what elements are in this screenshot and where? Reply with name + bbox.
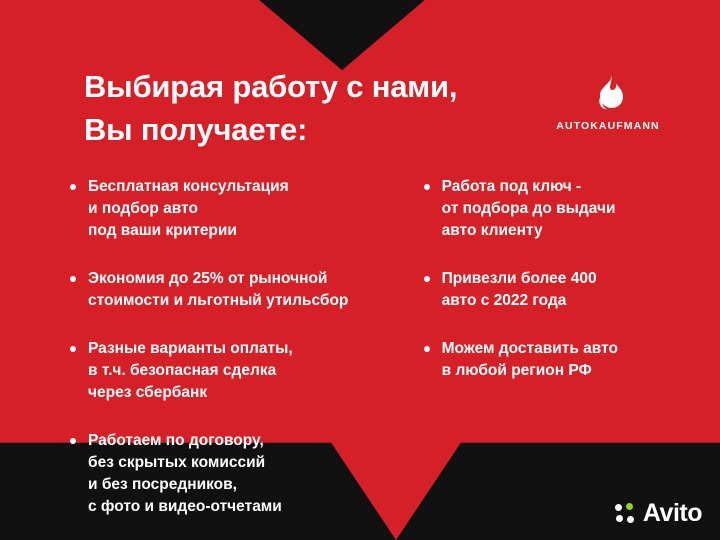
- bullet-line: авто с 2022 года: [441, 292, 567, 309]
- list-item: [70, 268, 398, 312]
- avito-watermark-label: Avito: [642, 499, 702, 527]
- bullet-line: через сбербанк: [88, 384, 208, 401]
- avito-watermark: [615, 499, 702, 528]
- brand-wordmark: AUTOKAUFMANN: [556, 120, 660, 132]
- avito-logo-icon: [615, 503, 637, 525]
- bullet-line: под ваши критерии: [88, 222, 237, 239]
- bullet-line: Работаем по договору,: [88, 432, 264, 449]
- list-item: [424, 338, 680, 382]
- list-item: [70, 430, 398, 518]
- benefits-column-right: [424, 176, 680, 540]
- bullet-line: авто клиенту: [441, 222, 543, 239]
- bullet-line: Привезли более 400: [441, 270, 597, 287]
- bullet-line: Разные варианты оплаты,: [88, 340, 293, 357]
- headline-line-1: Выбирая работу с нами,: [84, 69, 458, 104]
- list-item: [70, 338, 398, 404]
- page-title: [84, 66, 604, 152]
- bullet-line: с фото и видео-отчетами: [88, 498, 282, 515]
- flame-icon: [587, 72, 629, 114]
- benefits-column-left: [70, 176, 398, 540]
- bullet-line: Работа под ключ -: [441, 178, 582, 195]
- bullet-line: и подбор авто: [88, 200, 198, 217]
- list-item: [424, 268, 680, 312]
- bullet-line: Бесплатная консультация: [88, 178, 289, 195]
- benefits-columns: [70, 176, 680, 540]
- bullet-line: в любой регион РФ: [441, 362, 592, 379]
- bullet-line: Можем доставить авто: [441, 340, 618, 357]
- bullet-line: стоимости и льготный утильсбор: [88, 292, 349, 309]
- headline-line-2: Вы получаете:: [84, 111, 308, 147]
- bullet-line: Экономия до 25% от рыночной: [88, 270, 328, 287]
- bullet-line: в т.ч. безопасная сделка: [88, 362, 277, 379]
- list-item: [70, 176, 398, 242]
- brand-logo: [548, 72, 668, 132]
- list-item: [424, 176, 680, 242]
- bullet-line: без скрытых комиссий: [88, 454, 266, 471]
- bullet-line: и без посредников,: [88, 476, 237, 493]
- bullet-line: от подбора до выдачи: [441, 200, 616, 217]
